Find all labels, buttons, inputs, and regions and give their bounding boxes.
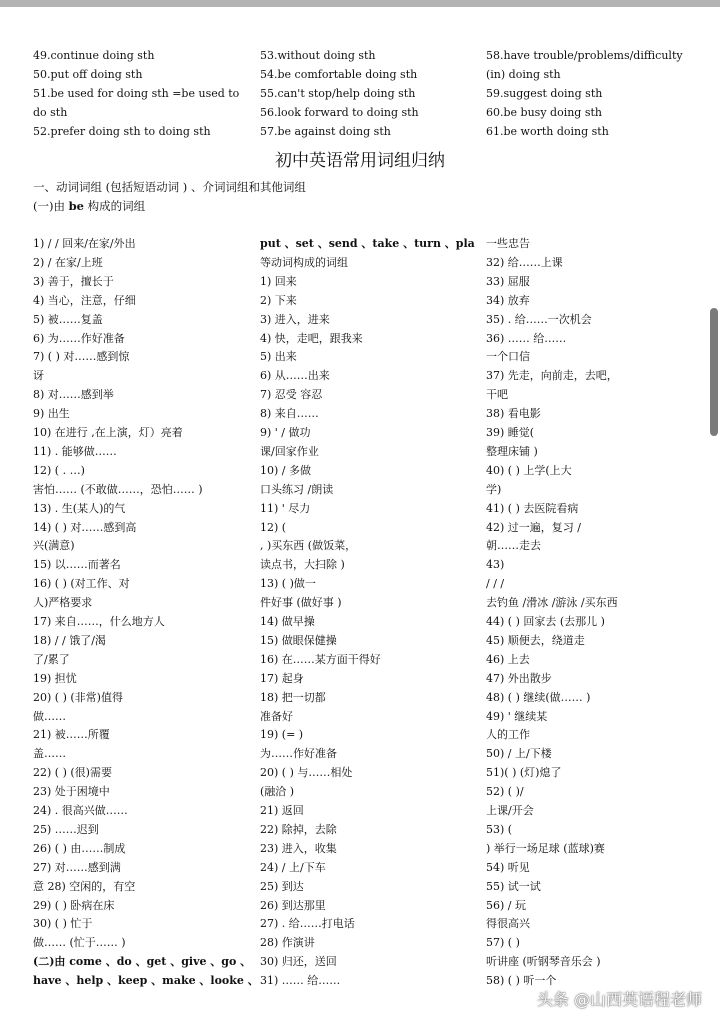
col-right-line: 58) ( ) 听一个 [486,974,557,988]
col-right-line: 43) [486,558,505,572]
col-left-line: 人)严格要求 [33,596,93,610]
col-mid-line: 20) ( ) 与……相处 [260,766,353,780]
col-right-line: 38) 看电影 [486,407,541,421]
col-left-line: 2) / 在家/上班 [33,255,103,269]
col-right-line: 37) 先走，向前走，去吧， [486,369,618,383]
col-left-line: 8) 对……感到举 [33,388,114,402]
col-right-line: 50) / 上/下楼 [486,747,552,761]
col-mid-line: 15) 做眼保健操 [260,633,337,647]
col-mid-line: 26) 到达那里 [260,898,326,912]
top-list-line: 54.be comfortable doing sth [260,68,418,81]
col-right-line: 去钓鱼 /滑冰 /游泳 /买东西 [486,596,618,610]
col-left-line: 16) ( ) (对工作、对 [33,577,130,591]
col-mid-line: 22) 除掉，去除 [260,822,337,836]
col-left-line: 9) 出生 [33,407,70,421]
col-right-line: 34) 放弃 [486,293,530,307]
col-right-line: 一些忠告 [486,237,530,250]
col-left-line: 15) 以……而著名 [33,558,121,572]
col-left-line: 3) 善于，擅长于 [33,274,114,288]
col-left-line: 25) ……迟到 [33,822,99,836]
col-mid-line: 25) 到达 [260,879,304,893]
col-mid-line: 准备好 [260,709,293,723]
col-right-line: ) 举行一场足球 (蓝球)赛 [486,841,605,855]
col-left-line: 13) . 生(某人)的气 [33,501,126,515]
col-mid-line: 9) ' / 做功 [260,426,311,439]
top-list-line: do sth [33,106,68,119]
col-mid-line: 件好事 (做好事 ) [260,596,342,610]
col-mid-line: 7) 忍受 容忍 [260,388,323,402]
col-left-line: 19) 担忧 [33,671,77,685]
col-mid-line: , )买东西 (做饭菜， [260,539,357,553]
top-list-line: 61.be worth doing sth [486,125,609,138]
subsection-heading [33,199,145,213]
col-right-line: 44) ( ) 回家去 (去那儿 ) [486,615,605,628]
col-right-line: 听讲座 (听钢琴音乐会 ) [486,955,601,969]
col-right-line: 39) 睡觉( [486,426,535,439]
col-mid-line: 为……作好准备 [260,747,337,761]
col-mid-line: 4) 快，走吧，跟我来 [260,331,363,345]
watermark: 头条 @山西英语程老师 [536,990,702,1009]
col-left-line: 意 28) 空闲的，有空 [33,879,136,893]
top-bar [0,0,720,7]
col-mid-line: 12) ( [260,520,287,534]
col-mid-line: 31) …… 给…… [260,974,341,988]
col-left-line: 27) 对……感到满 [33,860,121,874]
col-left-line: 5) 被……复盖 [33,312,103,326]
col-mid-line: 1) 回来 [260,274,297,288]
col-right-line: 46) 上去 [486,652,530,666]
top-list-line: 49.continue doing sth [33,49,155,62]
top-list-line: 51.be used for doing sth =be used to [33,87,240,100]
col-left-line: 6) 为……作好准备 [33,331,125,345]
col-right-line: 40) ( ) 上学(上大 [486,463,572,477]
col-mid-line: 18) 把一切都 [260,690,326,704]
col-left-line: 29) ( ) 卧病在床 [33,898,115,912]
col-mid-line: 30) 归还，送回 [260,955,337,969]
col-left-line: 14) ( ) 对……感到高 [33,520,137,534]
col-mid-line: put 、set 、send 、take 、turn 、pla [260,237,475,250]
top-list-line: 59.suggest doing sth [486,87,603,100]
col-left-line: 18) / / 饿了/渴 [33,633,106,647]
col-right-line: 一个口信 [486,350,530,364]
col-right-line: 得很高兴 [486,917,530,931]
col-left-line: 26) ( ) 由……制成 [33,841,126,855]
col-right-line: 53) ( [486,822,513,836]
page-title: 初中英语常用词组归纳 [275,151,445,171]
top-list-line: 60.be busy doing sth [486,106,602,119]
col-left-line: 1) / / 回来/在家/外出 [33,237,136,250]
col-left-line: 害怕…… (不敢做……，恐怕…… ) [33,482,203,496]
col-left-line: 7) ( ) 对……感到惊 [33,350,130,364]
col-right-line: 49) ' 继续某 [486,709,548,723]
col-mid-line: 5) 出来 [260,350,297,364]
col-mid-line: 13) ( )做一 [260,577,316,591]
col-left-line: 10) 在进行 ,在上演，灯）亮着 [33,426,183,439]
col-left-line: 11) . 能够做…… [33,444,117,458]
col-right-line: 45) 顺便去，绕道走 [486,633,585,647]
col-left-line: 21) 被……所覆 [33,728,110,742]
col-left-line: 17) 来自……，什么地方人 [33,615,165,628]
col-mid-line: 3) 进入，进来 [260,312,330,326]
col-left-line: 30) ( ) 忙于 [33,917,93,931]
top-list-line: 50.put off doing sth [33,68,143,81]
col-left-line: 兴(满意) [33,539,75,553]
top-list-line: 55.can't stop/help doing sth [260,87,416,100]
col-right-line: 47) 外出散步 [486,671,552,685]
col-left-line: 盖…… [33,747,66,761]
subsection-heading-text: (一)由 be 构成的词组 [33,199,146,213]
col-mid-line: 11) ' 尽力 [260,501,311,515]
col-mid-line: 17) 起身 [260,671,304,685]
col-right-line: 朝……走去 [486,539,541,553]
col-mid-line: 19) (= ) [260,728,304,742]
col-right-line: 33) 屈服 [486,274,530,288]
col-mid-line: (融洽 ) [260,785,295,799]
top-list-line: (in) doing sth [486,68,561,81]
col-mid-line: 27) . 给……打电话 [260,917,355,931]
col-right-line: 41) ( ) 去医院看病 [486,501,579,515]
col-mid-line: 等动词构成的词组 [260,255,348,269]
col-right-line: 35) . 给……一次机会 [486,312,592,326]
col-mid-line: 21) 返回 [260,804,304,817]
col-mid-line: 23) 进入，收集 [260,841,337,855]
col-right-line: 32) 给……上课 [486,255,563,269]
col-right-line: 人的工作 [486,728,530,742]
top-list-line: 52.prefer doing sth to doing sth [33,125,211,138]
col-mid-line: 口头练习 /朗读 [260,482,334,496]
col-right-line: 42) 过一遍，复习 / [486,520,581,534]
col-right-line: 54) 听见 [486,860,530,874]
col-mid-line: 读点书，大扫除 ) [260,558,345,572]
col-left-line: 做…… (忙于…… ) [33,936,126,950]
col-mid-line: 24) / 上/下车 [260,860,326,874]
top-list-line: 58.have trouble/problems/difficulty [486,49,683,62]
col-mid-line: 2) 下来 [260,293,297,307]
col-mid-line: 6) 从……出来 [260,369,330,383]
col-mid-line: 10) / 多做 [260,463,311,477]
top-list-line: 56.look forward to doing sth [260,106,419,119]
col-left-line: 23) 处于困境中 [33,785,110,799]
col-right-line: 上课/开会 [486,804,534,817]
col-right-line: / / / [486,577,505,591]
col-right-line: 学) [486,482,502,496]
col-left-line: 做…… [33,709,66,723]
col-left-line: 24) . 很高兴做…… [33,804,128,817]
col-right-line: 51)( ) (灯)熄了 [486,766,562,780]
section-heading: 一、动词词组 (包括短语动词 ) 、介词词组和其他词组 [33,180,306,194]
col-right-line: 整理床铺 ) [486,444,538,458]
col-right-line: 56) / 玩 [486,898,526,912]
top-list-line: 57.be against doing sth [260,125,391,138]
left-bottom-heading-2: have 、help 、keep 、make 、looke 、 [33,974,259,987]
col-right-line: 57) ( ) [486,936,520,950]
col-left-line: 4) 当心，注意，仔细 [33,293,136,307]
col-mid-line: 16) 在……某方面干得好 [260,652,381,666]
col-right-line: 36) …… 给…… [486,331,567,345]
col-right-line: 52) ( )/ [486,785,524,799]
col-right-line: 干吧 [486,388,508,402]
col-left-line: 了/累了 [33,652,70,666]
col-mid-line: 课/回家作业 [260,444,319,458]
top-list-line: 53.without doing sth [260,49,376,62]
scrollbar-thumb[interactable] [710,308,718,436]
col-left-line: 22) ( ) (很)需要 [33,766,112,780]
col-mid-line: 8) 来自…… [260,407,319,421]
col-left-line: 12) ( . …) [33,463,85,477]
left-bottom-heading-1: (二)由 come 、do 、get 、give 、go 、 [33,955,252,968]
col-left-line: 20) ( ) (非常)值得 [33,690,123,704]
col-mid-line: 28) 作演讲 [260,936,315,950]
col-left-line: 讶 [33,369,44,383]
col-right-line: 55) 试一试 [486,879,541,893]
col-right-line: 48) ( ) 继续(做…… ) [486,690,591,704]
col-mid-line: 14) 做早操 [260,615,315,628]
